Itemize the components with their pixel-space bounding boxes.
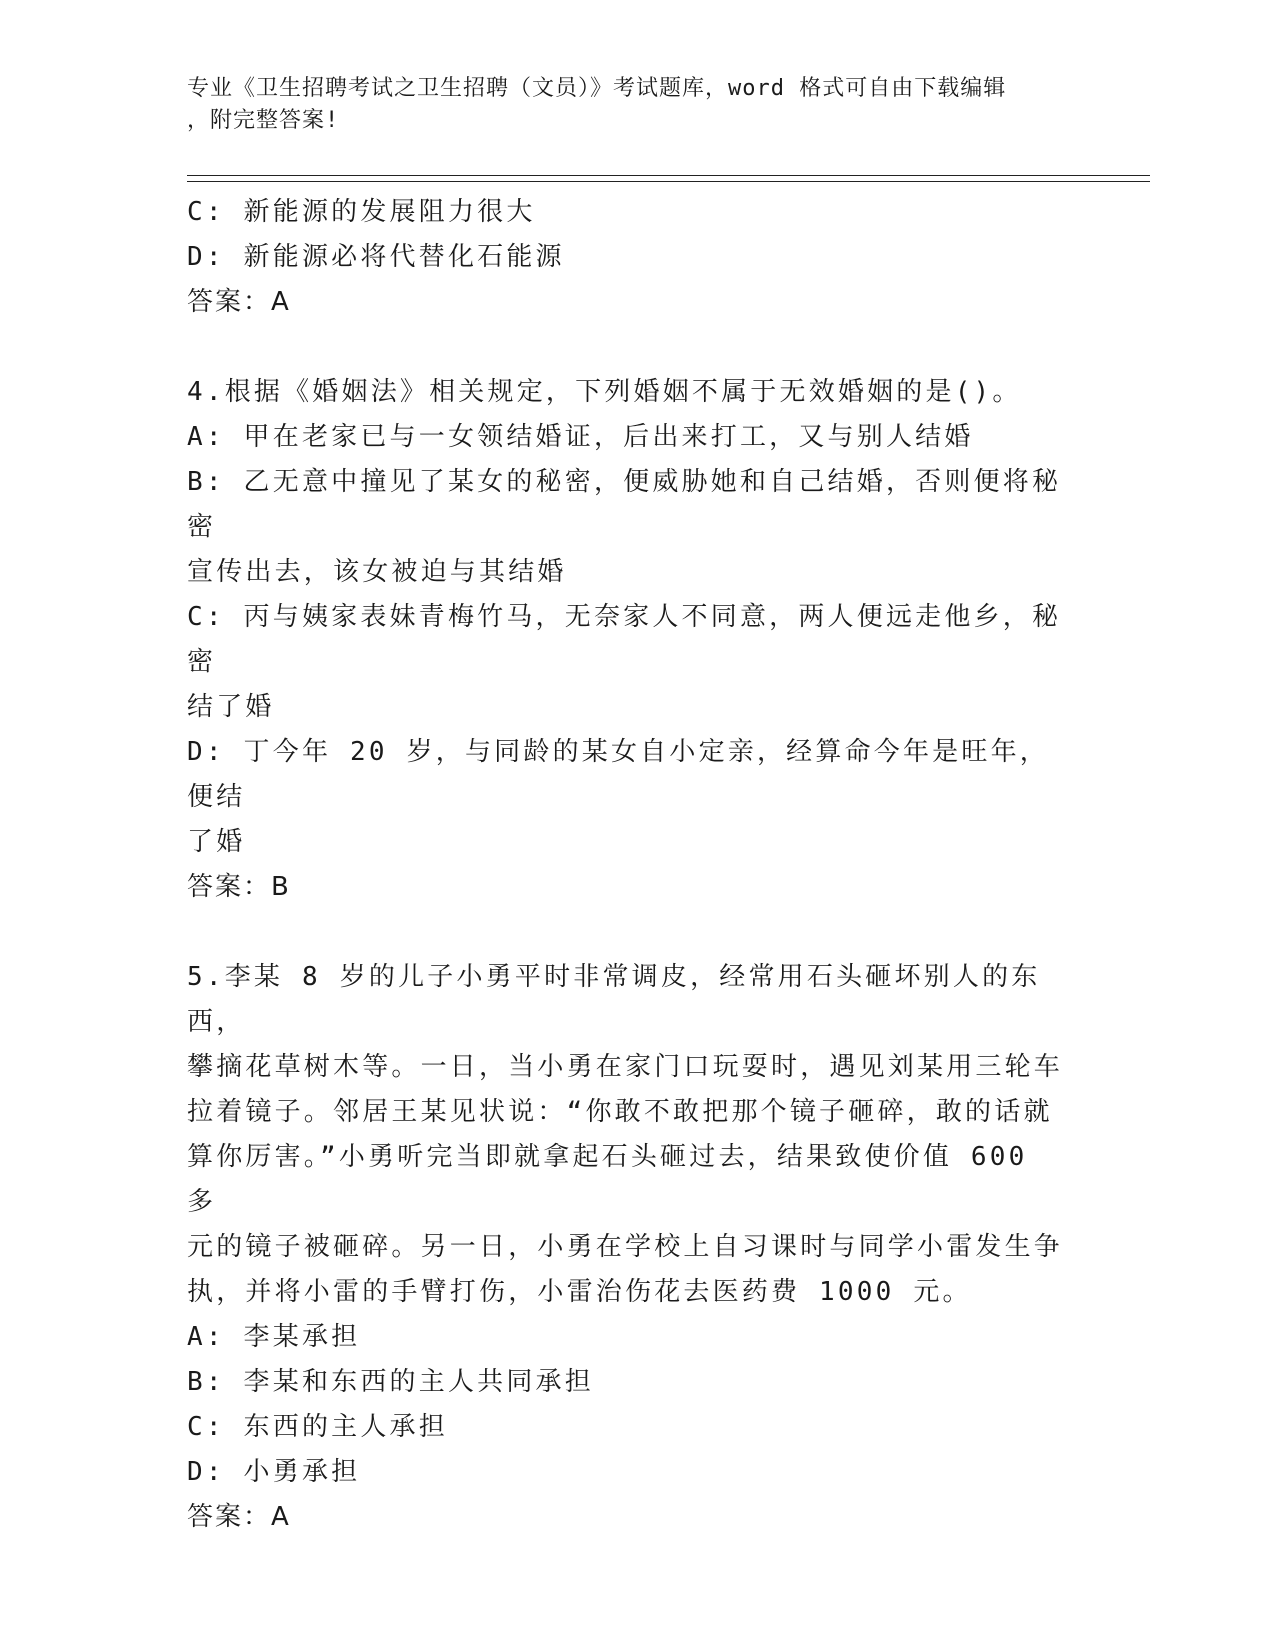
q5-stem-line-6: 执，并将小雷的手臂打伤，小雷治伤花去医药费 1000 元。	[187, 1277, 972, 1307]
q4-option-d-line-2: 了婚	[187, 827, 246, 857]
q4-option-b-line-1: B: 乙无意中撞见了某女的秘密，便威胁她和自己结婚，否则便将秘密	[187, 467, 1062, 542]
q5-stem-line-1: 5.李某 8 岁的儿子小勇平时非常调皮，经常用石头砸坏别人的东西，	[187, 962, 1041, 1037]
q4-option-b-line-2: 宣传出去，该女被迫与其结婚	[187, 557, 567, 587]
question-content	[187, 190, 1067, 1540]
q4-option-c-line-2: 结了婚	[187, 692, 275, 722]
q3-answer: 答案：A	[187, 287, 291, 317]
q4-answer: 答案：B	[187, 872, 291, 902]
q5-option-a: A: 李某承担	[187, 1322, 361, 1352]
spacer	[187, 325, 1067, 370]
q4-option-a: A: 甲在老家已与一女领结婚证，后出来打工，又与别人结婚	[187, 422, 974, 452]
question-3-tail	[187, 190, 1067, 325]
q5-option-c: C: 东西的主人承担	[187, 1412, 448, 1442]
q5-stem-line-3: 拉着镜子。邻居王某见状说：“你敢不敢把那个镜子砸碎，敢的话就	[187, 1097, 1053, 1127]
q3-option-c: C: 新能源的发展阻力很大	[187, 197, 536, 227]
question-5	[187, 955, 1067, 1540]
spacer	[187, 910, 1067, 955]
q3-option-d: D: 新能源必将代替化石能源	[187, 242, 565, 272]
q4-option-c-line-1: C: 丙与姨家表妹青梅竹马，无奈家人不同意，两人便远走他乡，秘密	[187, 602, 1062, 677]
q5-stem-line-2: 攀摘花草树木等。一日，当小勇在家门口玩耍时，遇见刘某用三轮车	[187, 1052, 1064, 1082]
q5-stem-line-4: 算你厉害。”小勇听完当即就拿起石头砸过去，结果致使价值 600 多	[187, 1142, 1028, 1217]
header-rule-bottom	[187, 181, 1150, 182]
header-rule-top	[187, 175, 1150, 176]
q4-stem: 4.根据《婚姻法》相关规定，下列婚姻不属于无效婚姻的是()。	[187, 377, 1022, 407]
q4-option-d-line-1: D: 丁今年 20 岁，与同龄的某女自小定亲，经算命今年是旺年，便结	[187, 737, 1049, 812]
q5-answer: 答案：A	[187, 1502, 291, 1532]
question-4	[187, 370, 1067, 910]
q5-option-b: B: 李某和东西的主人共同承担	[187, 1367, 594, 1397]
q5-stem-line-5: 元的镜子被砸碎。另一日，小勇在学校上自习课时与同学小雷发生争	[187, 1232, 1064, 1262]
header-line-1: 专业《卫生招聘考试之卫生招聘（文员）》考试题库，word 格式可自由下载编辑	[187, 76, 1007, 101]
page-header	[187, 73, 1067, 137]
q5-option-d: D: 小勇承担	[187, 1457, 361, 1487]
header-line-2: ，附完整答案!	[187, 108, 340, 133]
